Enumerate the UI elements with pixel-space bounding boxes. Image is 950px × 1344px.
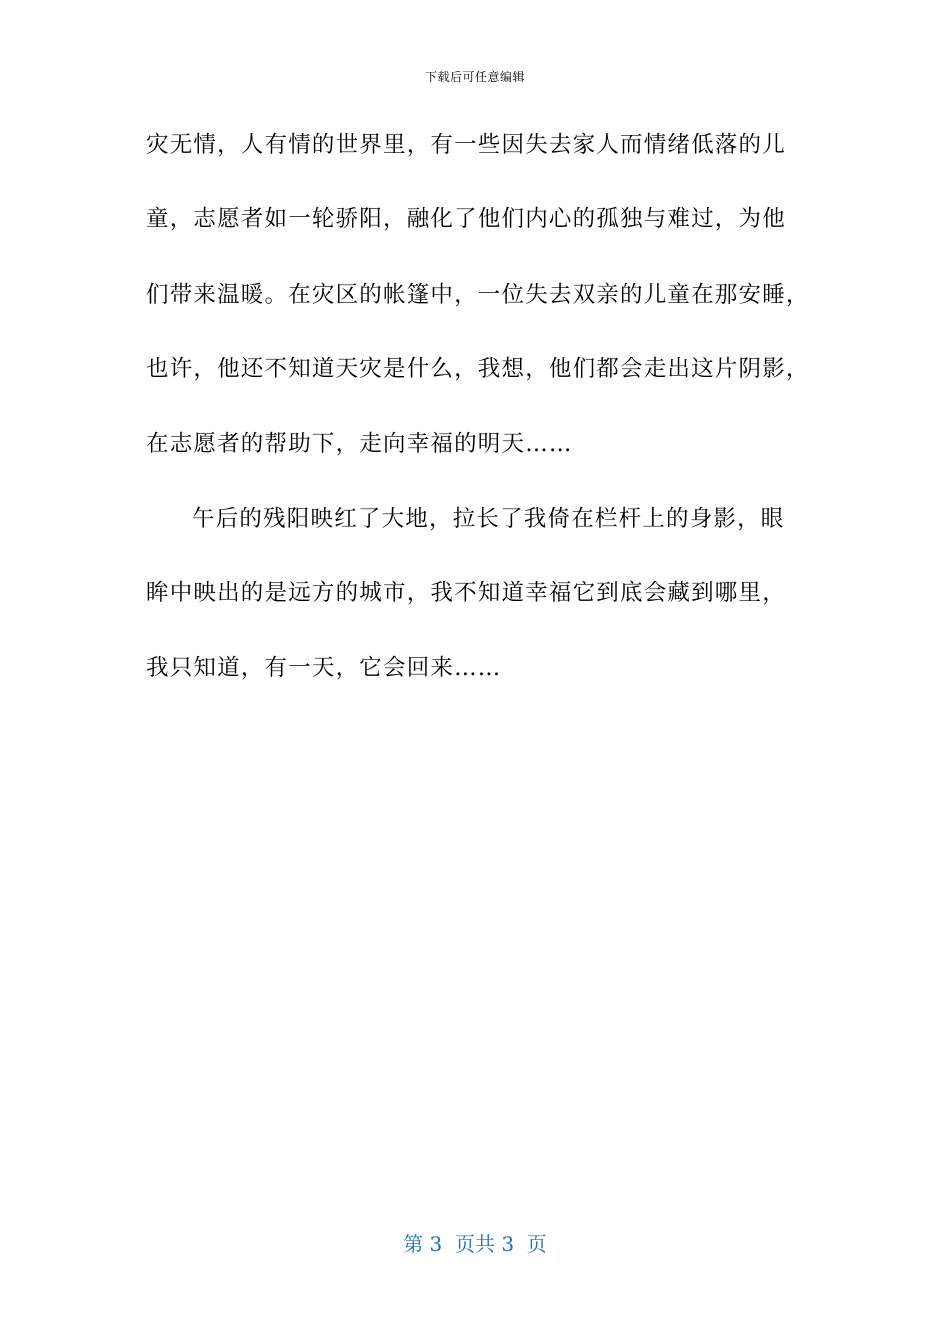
paragraph-line: 灾无情，人有情的世界里，有一些因失去家人而情绪低落的儿 bbox=[146, 132, 786, 158]
header-note: 下载后可任意编辑 bbox=[424, 70, 525, 84]
paragraph-line: 在志愿者的帮助下，走向幸福的明天…… bbox=[146, 431, 573, 457]
page-footer: 第 3 页共 3 页 bbox=[403, 1232, 547, 1256]
paragraph-line: 童，志愿者如一轮骄阳，融化了他们内心的孤独与难过，为他 bbox=[146, 206, 786, 232]
paragraph-line: 我只知道，有一天，它会回来…… bbox=[146, 655, 502, 681]
paragraph-line: 也许，他还不知道天灾是什么，我想，他们都会走出这片阴影， bbox=[146, 356, 810, 382]
paragraph-line: 眸中映出的是远方的城市，我不知道幸福它到底会藏到哪里， bbox=[146, 580, 786, 606]
paragraph-line: 们带来温暖。在灾区的帐篷中，一位失去双亲的儿童在那安睡， bbox=[146, 282, 810, 308]
paragraph-line: 午后的残阳映红了大地，拉长了我倚在栏杆上的身影，眼 bbox=[192, 506, 785, 532]
